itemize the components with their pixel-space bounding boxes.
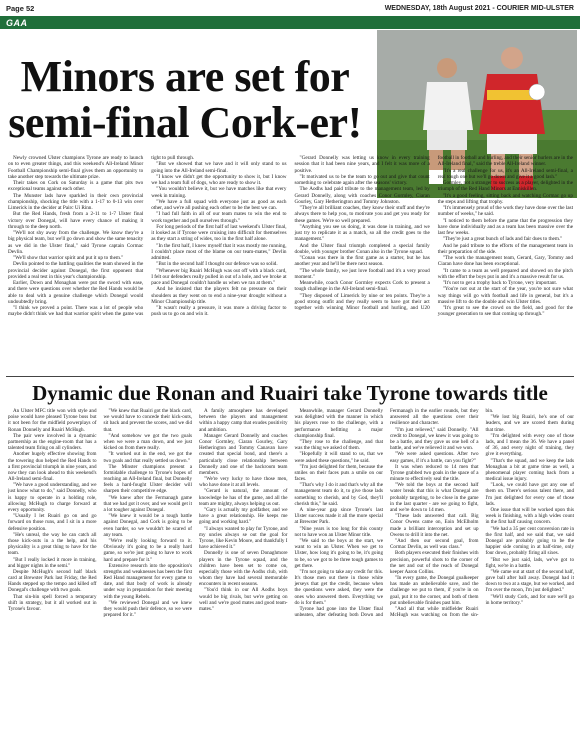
paragraph: The pair were involved in a dynamic partnership as the engine-room that has a talented team firing on all cylinders.: [8, 432, 97, 452]
paragraph: "We told the boys at the second half water break that this is what Donegal are probably targeting, to be close in the game in the last quarter - are we going to fight, and we're down to 14 men.: [390, 482, 479, 513]
paragraph: "I noticed to them before the game that the progression they have done individually and as a team has been massive over the last few weeks.: [437, 217, 573, 236]
paragraph: "We have a full squad with everyone just as good as each other, and we're all pushing each other to be the best we can.: [151, 198, 287, 211]
paragraph: "And somehow we got the two goals when we were a man down, and we just kicked on from there really.: [103, 432, 192, 452]
paragraph: "I had full faith in all of our team mates to win the end to work together and pull ourselves through.": [151, 211, 287, 224]
story1-body: [8, 155, 573, 373]
paragraph: Earlier, Down and Monaghan were put the sword with ease, and there were questions over whether the Red Hands would be able to deal with a genuine challenge which Donegal would undoubtedly bring.: [8, 280, 144, 305]
section-label: GAA: [6, 17, 28, 28]
paragraph: "We had a 35 per cent conversion rate in the first half, and we said that, we said Donegal are probably going to be the happier side coming in at half-time, only four down, probably firing all sixes.: [485, 525, 574, 557]
paragraph: "We have a good understanding, and we just know what to do," said Donnelly, who is happy to operate in a holding role, allowing McHugh to charge forward at every opportunity.: [8, 482, 97, 513]
paragraph: "Look, we could have got any one of them on. There's serious talent there, and I'm just delighted for every one of those lads.: [485, 482, 574, 507]
paragraph: "I'm just relieved," said Donnelly. "All credit to Donegal, we knew it was going to be a battle, and they gave us one hell of a battle, and we've relieved it and we won.: [390, 426, 479, 452]
paragraph: "Hopefully it will stand to us, that we were asked these questions," he said.: [294, 451, 383, 464]
paragraph: "They disposed of Limerick by nine or ten points. They're a good strong outfit and they really seem to have got their act together with winning Minor football and hurling, and U20 football in football and hurling, and their senior hurlers are in the All-Ireland final," said the treble All-Ireland winner.: [294, 155, 573, 311]
paragraph: "They're just a great bunch of lads and fair dues to them.": [442, 236, 563, 243]
paragraph: "That's why I do it and that's why all the management team do it, to give those lads something to cherish, and by God, they'll cherish this," he said.: [294, 482, 383, 507]
paragraph: "Nine years is too long for this county not to have won an Ulster Minor title.: [294, 525, 383, 538]
paragraph: "That's the squad, and we keep the lads Monaghan a bit at game time as well, a phenomenal player coming back from a medical issue injury.: [485, 457, 574, 483]
paragraph: Gormley, not a stranger to success as a player, delighted in the triumph of the Red Hand Minors at Enniskillen.: [437, 180, 573, 193]
paragraph: The Minster champions present a formidable challenge to Tyrone's hopes of reaching an All-Ireland final, but Donnelly feels a hard-fought Ulster decider will sharpen their competitive edge.: [103, 463, 192, 495]
paragraph: "We knew that Ruairi got the black card, we would have to concede their kick-outs, sit back and prevent the scores, and we did that.: [103, 408, 192, 433]
paragraph: "And all that while midfielder Ruairi McHugh was watching on from the sin-bin.: [390, 408, 494, 619]
paragraph: A nine-year gap since Tyrone's last Ulster success made it all the more special at Brewster Park.: [294, 507, 383, 526]
paragraph: "It's a real challenge for us, it's an All-Ireland semi-final, a real tough one but we'll go down and give it a good lash.": [437, 167, 573, 180]
paragraph: And he paid tribute to the efforts of the management team in their preparation of the side.: [437, 242, 573, 255]
paragraph: "It's immensely proud of the work they have done over the last number of weeks," he said.: [437, 205, 573, 218]
paragraph: "We said to the boys at the start, we want to win an Ulster. When we get to Ulster, how long it's going to be, it's going to be, so we got to be three tough games to get there.: [294, 537, 383, 569]
paragraph: Donnelly is one of seven Donaghmore players in the Tyrone squad, and the children have been set to come on, especially those with the Aodhs club, with whom they have had several memorable encounters in recent seasons.: [199, 550, 288, 588]
paragraph: "I always wanted to play for Tyrone, and my uncles always se out the goal for Tyrone, like Kevin Moore, and thankfully I have achieved it.": [199, 525, 288, 551]
paragraph: Despite McHugh's second half black card at Brewster Park last Friday, the Red Hands stepped up the tempo and killed off Donegal's challenge with two goals.: [8, 568, 97, 594]
date-line: WEDNESDAY, 18th August 2021 - COURIER MID-ULSTER: [384, 4, 574, 12]
story2-headline: Dynamic due Ronan and Ruairi take Tyrone towards title: [32, 381, 548, 405]
section-bar: [0, 16, 580, 29]
story-divider: [6, 376, 574, 377]
paragraph: "In every game, the Donegal goalkeeper has made an unbelievable save, and the challenge we put to them, if you're in on goal, put it to the corner, and both of them put unbelievable finishes past him.: [390, 575, 479, 606]
paragraph: But the Red Hands, fresh from a 2-11 to 1-7 Ulster final victory over Donegal, will have every chance of making it through to the deep north.: [8, 211, 144, 230]
paragraph: "It came to a team as well prepared and showed on the pitch with the effort the boys put in and it's a massive result for us.: [437, 267, 573, 280]
paragraph: "It's great to see the crowd on the field, and good for the younger generation to see that coming up through.": [437, 305, 573, 318]
paragraph: That sin-bin spell forced a temporary shift in strategy, but it all worked out in Tyrone's favour.: [8, 593, 97, 612]
paragraph: "The whole family, we just love football and it's a very proud moment.": [294, 267, 430, 280]
paragraph: "Usually I let Ruairi go on and go forward on those runs, and I sit in a more defensive position.: [8, 513, 97, 532]
paragraph: "Conan was there in the first game as a starter, but he has another year and he'll be there next season.: [294, 255, 430, 268]
paragraph: Devlin pointed to the battling qualities the team showed in the provincial decider against Donegal, the first opponent that provided a real test in this year's championship.: [8, 261, 144, 280]
paragraph: "We're very lucky to have those men, who have done it at all levels.: [199, 476, 288, 489]
paragraph: "You wouldn't believe it, but we have matches like that every week in training.: [151, 186, 287, 199]
paragraph: "I'm just delighted for them, because the smiles on their faces puts a smile on our faces.: [294, 463, 383, 483]
paragraph: "We came out at start of the second half, gave ball after ball away. Donegal had it down to two at a stage, but we worked, and I'm over the moon, I'm just delighted.": [485, 568, 574, 594]
paragraph: "It wasn't really a pressure, it was more a driving factor to push us to go on and win it.: [151, 305, 287, 318]
paragraph: "It's a good feeling, sitting back and watching Cormac go up the steps and lifting that trophy.: [437, 192, 573, 205]
paragraph: Both players executed their finishes with precision, powerful shots to the corner of the net and out of the reach of Donegal keeper Aaron Collins.: [390, 550, 479, 575]
paragraph: A family atmosphere has developed between the players and management within a happy camp that exudes positivity and ambition.: [199, 408, 288, 433]
paragraph: "I think we proved a point. There was a lot of people who maybe didn't think we had that warrior spirit when the game was tight to pull through.: [8, 155, 195, 318]
story1-headline: Minors are set for semi-final Cork-er!: [8, 52, 362, 147]
paragraph: "He's unreal, the way he can catch all those kick-outs in a the help, and his physicality is a great thing to have for the team.: [8, 531, 97, 557]
paragraph: "We'll not shy away from the challenge. We know they're a big physical team, but we'll go down and show the same tenacity as we did in the Ulster final," said Tyrone captain Cormac Devlin.: [8, 230, 144, 255]
paragraph: "We were asked questions. After two easy games, if it's a battle, can you fight?": [390, 451, 479, 464]
paragraph: "It worked out in the end, we got the two goals and that really settled us down.": [103, 451, 192, 464]
paragraph: Meanwhile, manager Gerard Donnelly was delighted with the manner in which his players rose to the challenge, with a performance befitting a major championship final.: [294, 408, 383, 439]
paragraph: And the Ulster final triumph completed a special family double, with younger brother Conan also in the Tyrone squad.: [294, 242, 430, 255]
paragraph: "We knew after the Fermanagh game that we had got it over, and we would get it a lot tougher against Donegal.: [103, 494, 192, 513]
paragraph: It was when reduced to 14 men that Tyrone grabbed two goals in the space of a minute to effectively seal the title.: [390, 463, 479, 483]
paragraph: "Gary is actually my godfather, and we have a great relationship. He keeps me going and working hard.": [199, 507, 288, 526]
page-header: [0, 0, 580, 16]
paragraph: "We reviewed Donegal and we knew they would push their defence, so we were prepared for it.": [103, 599, 192, 619]
paragraph: "I'm delighted with every one of those lads, and I mean the 36. We have a panel of 36, and every night of training, they give it everything.: [485, 432, 574, 458]
paragraph: Manager Gerard Donnelly and coaches Conor Gormley, Ciaran Gourley, Gary Hetherington and Tommy Canavan have created that special bond, and there's a particularly close relationship between Donnelly and one of the backroom team members.: [199, 432, 288, 476]
paragraph: Their takes on Cork on Saturday is a game that pits two exceptional teams against each other.: [8, 180, 144, 193]
paragraph: "They rose to the challenge, and that was the thing we asked of them.: [294, 438, 383, 452]
paragraph: "Gerard Donnelly was letting us know in every training session that it had been nine years, and I felt it was more of a positive.: [294, 155, 430, 174]
paragraph: "I'm not going to take any credit for this. It's those men out there in those white jerseys that get the credit, because when the questions were asked, they were the ones who answered them. Everything we do is for them.": [294, 568, 383, 606]
paragraph: "In the first half, I knew myself that it was mostly me running, I couldn't place most of the blame on our team-mates," Devlin admitted.: [151, 242, 287, 261]
paragraph: "Whenever big Ruairi McHugh was out off with a black card, I felt our defenders really pulled in out of a hole, and we broke at pace and Donegal couldn't handle us when we ran at them.": [151, 267, 287, 286]
paragraph: "We'll show that warrior spirit and put it up to them.": [13, 255, 124, 261]
paragraph: "You'd think in our All Aodhs boys would be big rivals, but we're getting on well and we're good mates and good team-mates.": [199, 587, 288, 612]
paragraph: "But I really locked it more in training, and bigger nights in the semi.": [8, 556, 97, 569]
story2-body: [8, 408, 574, 734]
paragraph: The Aodhs had paid tribute to the management team, led by Gerard Donnelly, along with coaches Conor Gormley, Ciaran Gourley, Gary Hetherington and Tommy Johnston.: [294, 186, 430, 205]
paragraph: The Munster lads have sparkled in their own provincial championship, shocking the title with a 1-17 to 0-13 win over Limerick in the decider at Pairc Ui Rinn.: [8, 192, 144, 211]
paragraph: "But we just said, lads, we've got to fight, we're in a battle.: [485, 556, 574, 569]
paragraph: One issue that will be worked upon this week is finishing, with a high wides count in the first half causing concern.: [485, 507, 574, 526]
paragraph: Extensive research into the opposition's strengths and weaknesses has been the first Red Hand management for every game to date, and that body of work is already under way in preparation for their meeting with the young Rebels.: [103, 562, 192, 600]
paragraph: "They're all brilliant coaches, they know their stuff and they're always there to help you, to motivate you and get you ready for these games. We're so well prepared.: [294, 205, 430, 224]
paragraph: And he insisted that the players felt no pressure on their shoulders as they went on to end a nine-year drought without a Minor Championship title.: [151, 286, 287, 305]
paragraph: "Anything you see us doing, it was done in training, and we just try to replicate it as a match, so all the credit goes to the management.": [294, 223, 430, 243]
paragraph: "It motivated us to be the team to go out and give that count something to celebrate again after the seasons' victory.: [294, 173, 430, 186]
paragraph: "And then our second goal, from Cormac Devlin, as well was class.": [390, 537, 479, 551]
paragraph: "But in the second half I thought our defence was so solid.: [156, 261, 278, 268]
paragraph: "These lads answered that call. Big Conor Owens came on, Eoin McElholm made a brilliant interception and set up Owens to drill it into the net.: [390, 513, 479, 538]
paragraph: "We lost big Ruairi, he's one of our leaders, and we are scored them during that time.: [485, 414, 574, 433]
paragraph: Newly crowned Ulster champions Tyrone are ready to launch on to even greater things, and this weekend's All-Ireland Minor Football Championship semi-final gives them an opportunity to take another step towards the ultimate prize.: [8, 155, 144, 180]
paragraph: "We're really looking forward to it. Obviously it's going to be a really hard game, so we're just going to have to work hard and prepare for it.": [103, 537, 192, 563]
paragraph: Tyrone had gone into the Ulster final unbeaten, after defeating both Down and Fermanagh in the earlier rounds, but they answered all the questions over their resilience and character.: [294, 408, 479, 619]
paragraph: "But we showed that we have and it will only stand to us going into the All-Ireland semi-final.: [151, 161, 287, 174]
paragraph: "You're not out at the start of the year, you're not sure what way things will go with football and life in general, but it's a massive lift to do the double and win Ulster titles.: [437, 286, 573, 305]
paragraph: "The work the management team, Gerard, Gary, Tommy and Ciaran have done has been exceptional.: [437, 255, 573, 268]
paragraph: "I know we didn't get the opportunity to show it, but I know we had a team full of dogs, who are ready to show it.: [151, 173, 287, 186]
paragraph: An Ulster MFC title won with style and poise would have pleased Tyrone boss but it not been for the midfield powerplays of Ronan Donnelly and Ruairi McHugh.: [8, 408, 97, 433]
paragraph: For long periods of the first half of last weekend's Ulster final, it looked as if Tyrone were cruising into difficult for themselves as they start a string of wides, too in the first half alone.: [151, 223, 287, 243]
paragraph: "It's not to get a trophy back to Tyrone, very important.: [442, 280, 558, 286]
page-number: Page 52: [6, 3, 35, 13]
paragraph: "We'll study Cork, and for sure we'll go in home territory.": [485, 593, 574, 606]
paragraph: Meanwhile, coach Conor Gormley expects Cork to present a tough challenge in the All-Ireland semi-final.: [294, 280, 430, 293]
paragraph: "Gerard is natural, the amount of knowledge he has of the game, and all the team are mighty, always helping us out.: [199, 488, 288, 507]
paragraph: Another hugely effective showing from the towering duo helped the Red Hands to a first provincial triumph in nine years, and now they can look ahead to this weekend's All-Ireland semi-final.: [8, 451, 97, 483]
paragraph: "We knew it would be a tough battle against Donegal, and Cork is going to be even harder, so we wouldn't be scared of any team.: [103, 513, 192, 538]
